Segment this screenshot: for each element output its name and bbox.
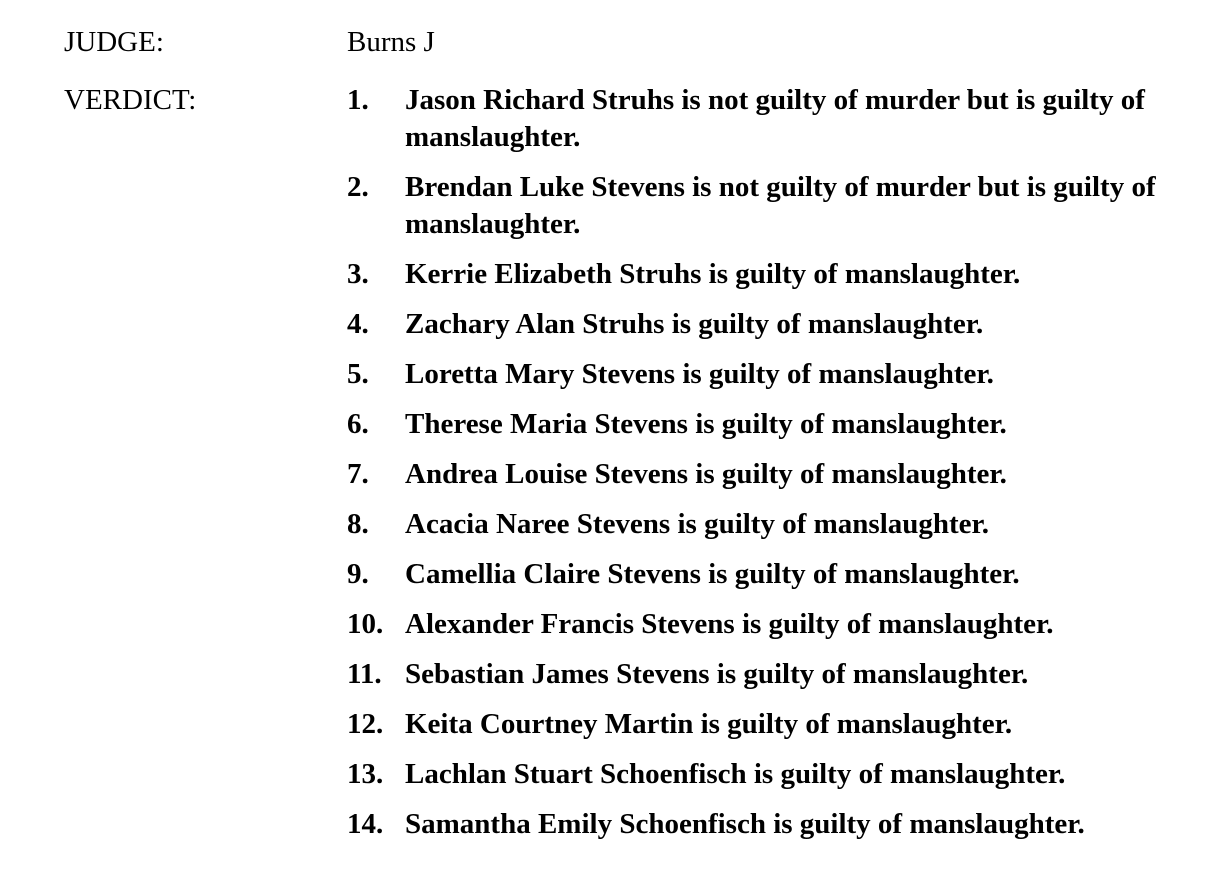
verdict-item (347, 706, 1167, 743)
verdict-item-number: 10. (347, 608, 384, 640)
verdict-item (347, 169, 1167, 243)
verdict-item-number: 13. (347, 758, 384, 790)
verdict-item (347, 756, 1167, 793)
verdict-item-number: 6. (347, 408, 369, 440)
verdict-item-text: Lachlan Stuart Schoenfisch is guilty of manslaughter. (405, 758, 1066, 790)
verdict-item-text: Andrea Louise Stevens is guilty of manslaughter. (405, 458, 1007, 490)
verdict-item-number: 5. (347, 358, 369, 390)
judge-label: JUDGE: (64, 26, 164, 58)
verdict-item-text: Zachary Alan Struhs is guilty of manslaughter. (405, 308, 984, 340)
verdict-item-number: 11. (347, 658, 382, 690)
verdict-item-text: Acacia Naree Stevens is guilty of manslaughter. (405, 508, 989, 540)
verdict-item (347, 656, 1167, 693)
verdict-item-number: 2. (347, 171, 369, 203)
verdict-item (347, 256, 1167, 293)
judge-name: Burns J (347, 26, 435, 58)
verdict-item-number: 1. (347, 84, 369, 116)
verdict-item-text: Jason Richard Struhs is not guilty of murder but is guilty of manslaughter. (405, 84, 1145, 153)
verdict-item-number: 4. (347, 308, 369, 340)
verdict-item-text: Loretta Mary Stevens is guilty of manslaughter. (405, 358, 994, 390)
verdict-list (347, 82, 1167, 843)
verdict-item-number: 3. (347, 258, 369, 290)
verdict-item-text: Keita Courtney Martin is guilty of manslaughter. (405, 708, 1013, 740)
verdict-item (347, 406, 1167, 443)
verdict-item-number: 12. (347, 708, 384, 740)
verdict-item (347, 506, 1167, 543)
verdict-label: VERDICT: (64, 84, 197, 116)
verdict-item-text: Samantha Emily Schoenfisch is guilty of manslaughter. (405, 808, 1085, 840)
verdict-item (347, 356, 1167, 393)
verdict-item-text: Camellia Claire Stevens is guilty of manslaughter. (405, 558, 1020, 590)
verdict-item-text: Sebastian James Stevens is guilty of manslaughter. (405, 658, 1029, 690)
verdict-item-text: Kerrie Elizabeth Struhs is guilty of manslaughter. (405, 258, 1021, 290)
verdict-item-number: 7. (347, 458, 369, 490)
verdict-item-text: Therese Maria Stevens is guilty of manslaughter. (405, 408, 1007, 440)
verdict-item (347, 806, 1167, 843)
verdict-item-text: Brendan Luke Stevens is not guilty of murder but is guilty of manslaughter. (405, 171, 1156, 240)
verdict-item (347, 456, 1167, 493)
verdict-item (347, 556, 1167, 593)
verdict-item-number: 8. (347, 508, 369, 540)
verdict-item (347, 306, 1167, 343)
verdict-item (347, 82, 1167, 156)
verdict-item-number: 9. (347, 558, 369, 590)
verdict-item (347, 606, 1167, 643)
verdict-item-number: 14. (347, 808, 384, 840)
verdict-item-text: Alexander Francis Stevens is guilty of manslaughter. (405, 608, 1054, 640)
